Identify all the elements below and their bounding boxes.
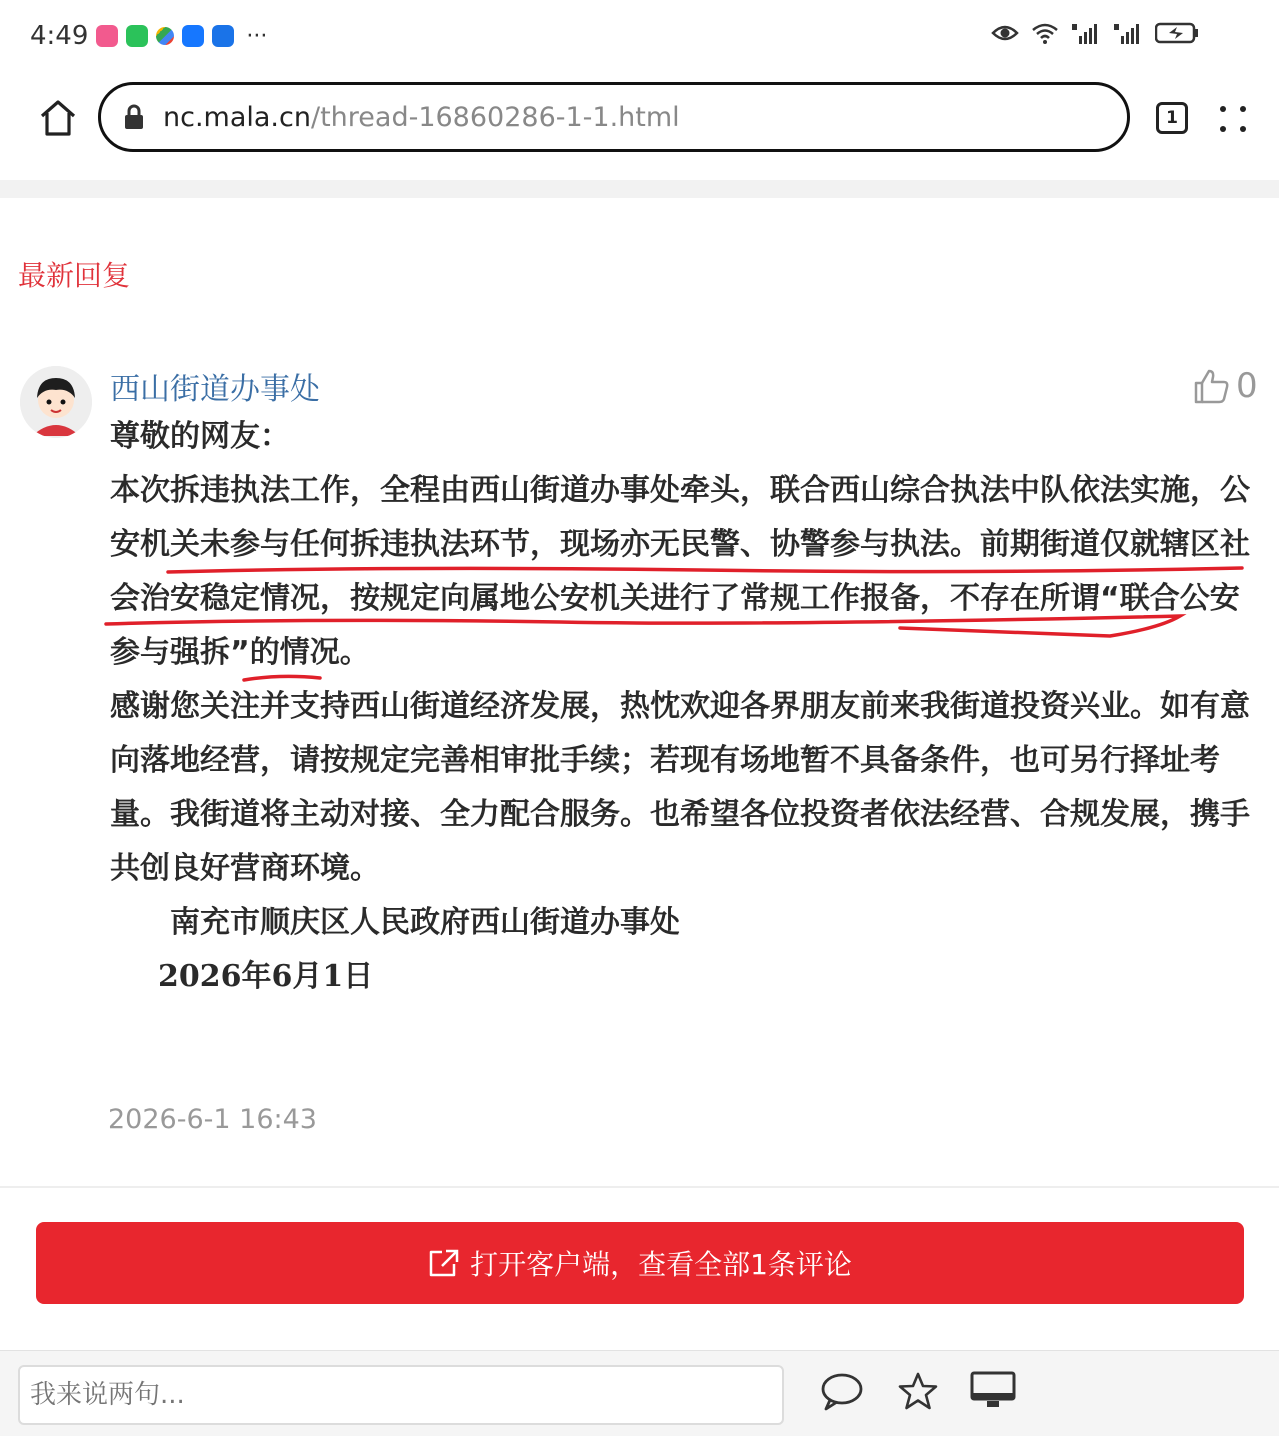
post-paragraph: 本次拆违执法工作，全程由西山街道办事处牵头，联合西山综合执法中队依法实施，公安机关未参与任何拆违执法环节，现场亦无民警、协警参与执法。前期街道仅就辖区社会治安稳定情况，按规定向属地公安机关进行了常规工作报备，不存在所谓“联合公安参与强拆”的情况。: [110, 473, 1250, 670]
signal-4g-icon-2: [1113, 22, 1143, 44]
post-content: [110, 410, 1250, 1004]
url-path: /thread-16860286-1-1.html: [310, 101, 680, 133]
post-author[interactable]: 西山街道办事处: [110, 372, 320, 407]
comment-input[interactable]: [18, 1365, 784, 1425]
alipay-icon: [182, 25, 204, 47]
header-divider: [0, 180, 1279, 198]
status-indicators: [991, 22, 1199, 44]
star-icon[interactable]: [898, 1371, 938, 1411]
app-notification-icon: [96, 25, 118, 47]
bottom-bar: [0, 1350, 1279, 1436]
battery-charging-icon: [1155, 22, 1199, 44]
status-time: 4:49: [30, 21, 89, 51]
address-bar[interactable]: [98, 82, 1130, 152]
open-app-button[interactable]: [36, 1222, 1244, 1304]
post-greeting: 尊敬的网友：: [110, 419, 290, 454]
tabs-count-button[interactable]: 1: [1156, 102, 1188, 134]
pinwheel-icon: [156, 27, 174, 45]
lock-icon: [123, 104, 145, 130]
menu-dots-icon[interactable]: [1216, 102, 1250, 136]
blue-app-icon: [212, 25, 234, 47]
wechat-icon: [126, 25, 148, 47]
eye-icon: [991, 23, 1019, 43]
thumbs-up-icon: [1192, 367, 1230, 405]
cartoon-avatar-icon: [20, 366, 92, 438]
external-open-icon: [428, 1248, 460, 1278]
url-host: nc.mala.cn: [163, 101, 311, 133]
like-button[interactable]: [1192, 366, 1258, 406]
browser-toolbar: [0, 80, 1279, 156]
post-signature: 南充市顺庆区人民政府西山街道办事处: [170, 905, 680, 940]
open-app-label: 打开客户端，查看全部1条评论: [470, 1248, 852, 1281]
avatar[interactable]: [20, 366, 92, 438]
post-divider: [0, 1186, 1279, 1188]
more-notifications-icon: ···: [246, 23, 268, 49]
wifi-icon: [1031, 22, 1059, 44]
notification-icons: [96, 24, 267, 49]
comment-bubble-icon[interactable]: [820, 1371, 864, 1411]
section-title: 最新回复: [18, 259, 131, 292]
signal-4g-icon: [1071, 22, 1101, 44]
like-count: 0: [1236, 366, 1258, 406]
post-paragraph: 感谢您关注并支持西山街道经济发展，热忱欢迎各界朋友前来我街道投资兴业。如有意向落地经营，请按规定完善相审批手续；若现有场地暂不具备条件，也可另行择址考量。我街道将主动对接、全力配合服务。也希望各位投资者依法经营、合规发展，携手共创良好营商环境。: [110, 689, 1250, 886]
post-timestamp: 2026-6-1 16:43: [108, 1104, 317, 1135]
desktop-icon[interactable]: [970, 1371, 1016, 1411]
post-signature-date: 2026年6月1日: [158, 959, 374, 994]
status-bar: [0, 0, 1279, 72]
home-icon[interactable]: [38, 98, 78, 138]
